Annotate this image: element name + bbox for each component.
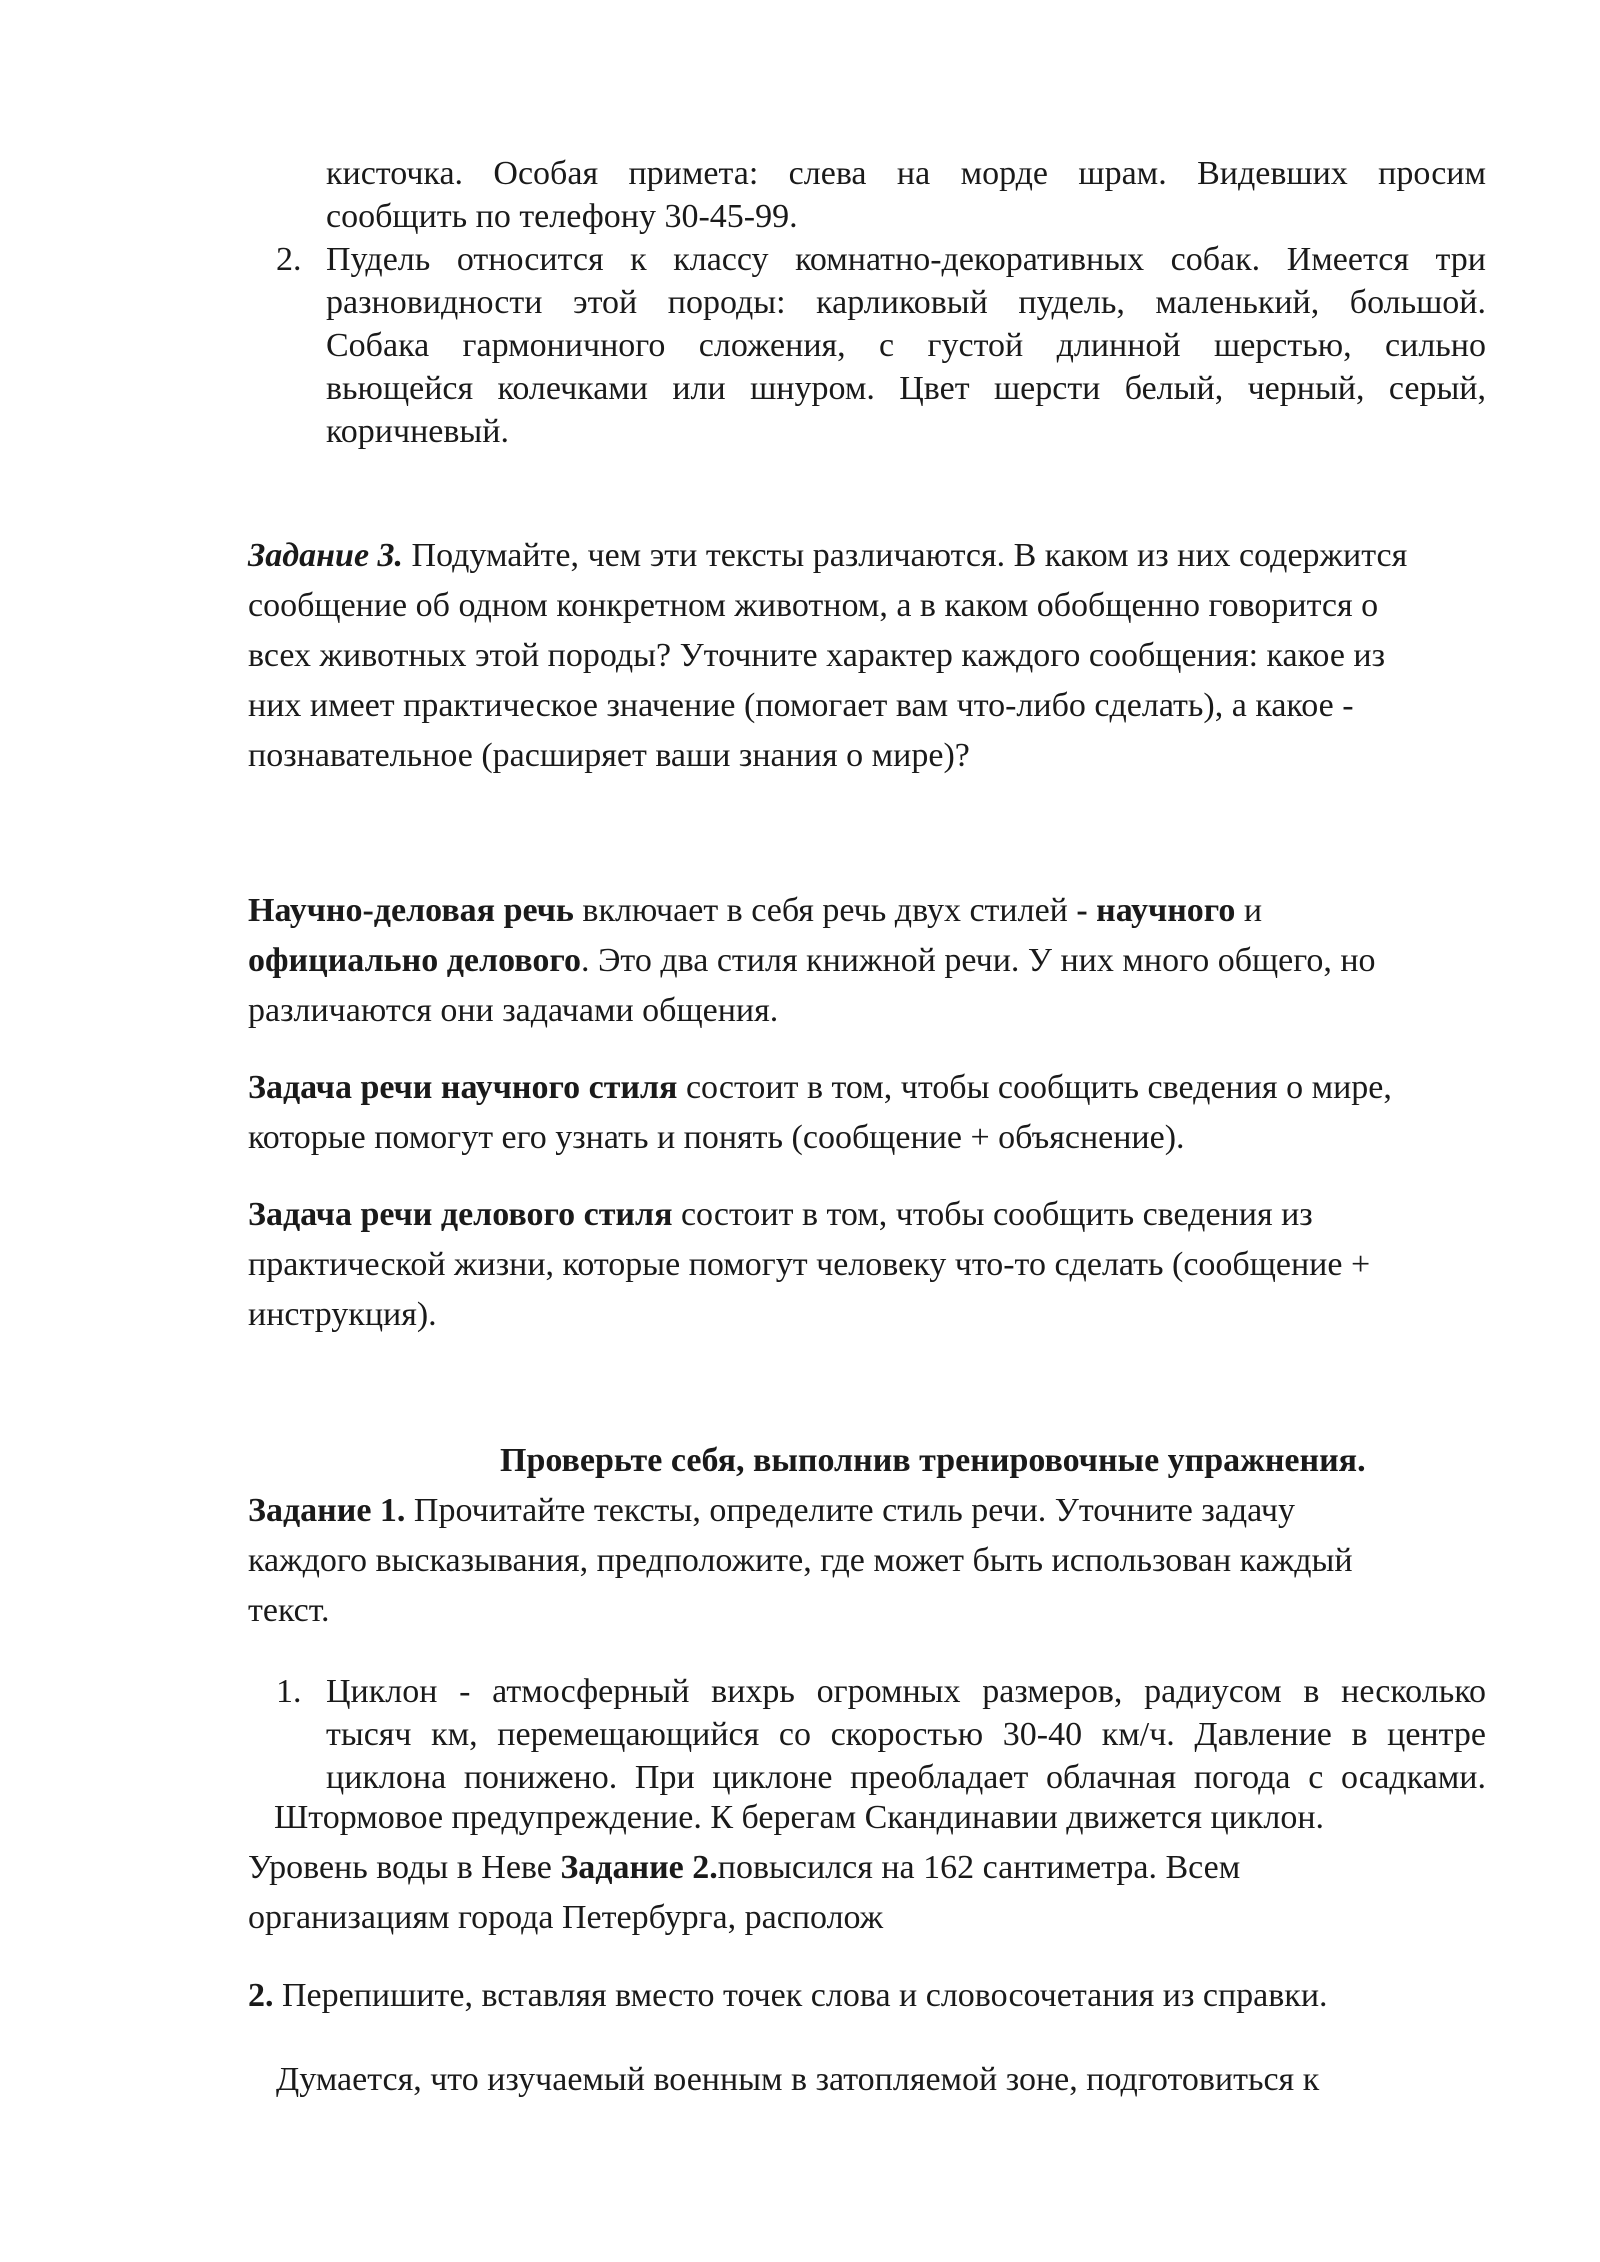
- text-line: различаются они задачами общения.: [248, 992, 779, 1029]
- task-2-number: 2.: [248, 1977, 274, 2014]
- bold-term: Задача речи делового стиля: [248, 1196, 673, 1233]
- list-item-1-tail: [326, 152, 1486, 238]
- text-line: циклона понижено. При циклоне преобладает облачная погода с осадками.: [326, 1759, 1486, 1796]
- text-line: Пудель относится к классу комнатно-декоративных собак. Имеется три: [326, 241, 1486, 278]
- text-line: каждого высказывания, предположите, где может быть использован каждый: [248, 1542, 1353, 1579]
- text-line: познавательное (расширяет ваши знания о мире)?: [248, 737, 970, 774]
- bold-term: официально делового: [248, 942, 581, 979]
- text-span: повысился на 162 сантиметра. Всем: [717, 1849, 1241, 1886]
- text-line: [248, 531, 1498, 581]
- text-line: [248, 1486, 1498, 1536]
- text-line: них имеет практическое значение (помогает вам что-либо сделать), а какое -: [248, 687, 1354, 724]
- text-line: разновидности этой породы: карликовый пудель, маленький, большой.: [326, 284, 1486, 321]
- text-span: . Это два стиля книжной речи. У них много общего, но: [580, 942, 1376, 979]
- text-line: сообщение об одном конкретном животном, а в каком обобщенно говорится о: [248, 587, 1379, 624]
- text-line: тысяч км, перемещающийся со скоростью 30-40 км/ч. Давление в центре: [326, 1716, 1486, 1753]
- storm-warning-paragraph: [248, 1793, 1498, 1943]
- text-line: Собака гармоничного сложения, с густой длинной шерстью, сильно: [326, 327, 1486, 364]
- theory-paragraph-3: [248, 1190, 1498, 1340]
- text-span: включает в себя речь двух стилей: [573, 892, 1077, 929]
- text-line: [248, 1063, 1498, 1113]
- task-3-label: Задание 3.: [248, 537, 404, 574]
- practice-list-item-1: [326, 1670, 1486, 1799]
- bold-term: Задача речи научного стиля: [248, 1069, 678, 1106]
- text-line: коричневый.: [326, 413, 509, 450]
- text-span: Прочитайте тексты, определите стиль речи. Уточните задачу: [405, 1492, 1295, 1529]
- text-line: кисточка. Особая примета: слева на морде шрам. Видевших просим: [326, 155, 1486, 192]
- bold-term: Научно-деловая речь: [248, 892, 574, 929]
- text-span: Уровень воды в Неве: [248, 1849, 561, 1886]
- text-line: вьющейся колечками или шнуром. Цвет шерсти белый, черный, серый,: [326, 370, 1486, 407]
- bold-term: - научного: [1076, 892, 1236, 929]
- text-line: [248, 1190, 1498, 1240]
- text-line: Думается, что изучаемый военным в затопляемой зоне, подготовиться к: [276, 2061, 1320, 2098]
- text-line: [248, 886, 1498, 936]
- task-1-paragraph: [248, 1486, 1498, 1636]
- theory-paragraph-2: [248, 1063, 1498, 1163]
- text-line: [248, 1843, 1498, 1893]
- text-line: всех животных этой породы? Уточните характер каждого сообщения: какое из: [248, 637, 1386, 674]
- task-3-paragraph: [248, 531, 1498, 781]
- text-line: [248, 1971, 1498, 2021]
- text-span: Подумайте, чем эти тексты различаются. В каком из них содержится: [403, 537, 1408, 574]
- task-2-paragraph: [248, 1971, 1498, 2021]
- task-1-label: Задание 1.: [248, 1492, 406, 1529]
- text-line: текст.: [248, 1592, 330, 1629]
- practice-heading: Проверьте себя, выполнив тренировочные упражнения.: [500, 1442, 1366, 1479]
- text-span: и: [1235, 892, 1263, 929]
- text-line: Штормовое предупреждение. К берегам Скандинавии движется циклон.: [274, 1799, 1325, 1836]
- text-line: организациям города Петербурга, располож: [248, 1899, 884, 1936]
- list-item-2: [326, 238, 1486, 453]
- exercise-text: [248, 2055, 1498, 2105]
- text-span: состоит в том, чтобы сообщить сведения из: [672, 1196, 1313, 1233]
- list-number: 1.: [276, 1673, 302, 1710]
- text-line: сообщить по телефону 30-45-99.: [326, 198, 798, 235]
- text-line: практической жизни, которые помогут человеку что-то сделать (сообщение +: [248, 1246, 1371, 1283]
- text-span: состоит в том, чтобы сообщить сведения о мире,: [677, 1069, 1392, 1106]
- text-line: инструкция).: [248, 1296, 437, 1333]
- text-line: которые помогут его узнать и понять (сообщение + объяснение).: [248, 1119, 1185, 1156]
- text-span: Перепишите, вставляя вместо точек слова и словосочетания из справки.: [273, 1977, 1328, 2014]
- theory-paragraph-1: [248, 886, 1498, 1036]
- task-2-label: Задание 2.: [560, 1849, 718, 1886]
- text-line: [248, 936, 1498, 986]
- list-number: 2.: [276, 241, 302, 278]
- text-line: Циклон - атмосферный вихрь огромных размеров, радиусом в несколько: [326, 1673, 1486, 1710]
